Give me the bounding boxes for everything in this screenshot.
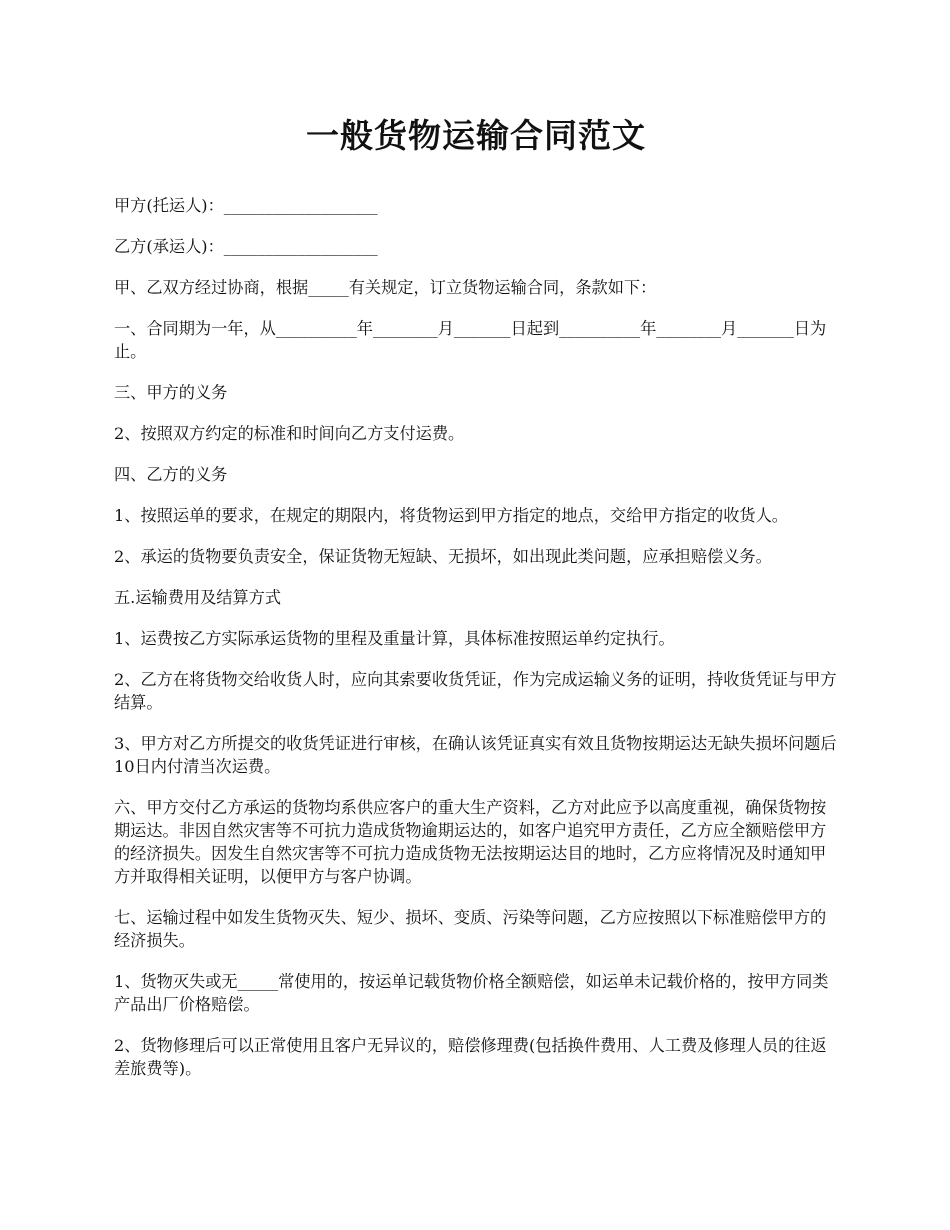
paragraph: 七、运输过程中如发生货物灭失、短少、损坏、变质、污染等问题，乙方应按照以下标准赔偿甲方的经济损失。 [114,908,827,950]
paragraph: 1、运费按乙方实际承运货物的里程及重量计算，具体标准按照运单约定执行。 [114,629,675,648]
paragraph: 甲方(托运人)：___________________ [114,196,378,215]
paragraph: 甲、乙双方经过协商，根据_____有关规定，订立货物运输合同，条款如下： [114,278,657,297]
paragraph: 三、甲方的义务 [114,383,228,402]
paragraph: 六、甲方交付乙方承运的货物均系供应客户的重大生产资料，乙方对此应予以高度重视，确保货物按期运达。非因自然灾害等不可抗力造成货物逾期运达的，如客户追究甲方责任，乙方应全额赔偿甲方的经济损失。因发生自然灾害等不可抗力造成货物无法按期运达目的地时，乙方应将情况及时通知甲方并取得相关证明，以便甲方与客户协调。 [114,798,827,886]
paragraph: 2、乙方在将货物交给收货人时，应向其索要收货凭证，作为完成运输义务的证明，持收货凭证与甲方结算。 [114,670,837,712]
paragraph: 一、合同期为一年，从__________年________月_______日起到__________年________月_______日为止。 [114,319,827,361]
paragraph: 2、承运的货物要负责安全，保证货物无短缺、无损坏，如出现此类问题，应承担赔偿义务。 [114,547,772,566]
document-body [114,194,838,1080]
paragraph: 乙方(承运人)：___________________ [114,237,378,256]
paragraph: 2、按照双方约定的标准和时间向乙方支付运费。 [114,424,465,443]
document-title: 一般货物运输合同范文 [306,116,646,155]
paragraph: 2、货物修理后可以正常使用且客户无异议的，赔偿修理费(包括换件费用、人工费及修理人员的往返差旅费等)。 [114,1036,827,1078]
paragraph: 四、乙方的义务 [114,465,228,484]
paragraph: 1、按照运单的要求，在规定的期限内，将货物运到甲方指定的地点，交给甲方指定的收货人。 [114,506,788,525]
paragraph: 3、甲方对乙方所提交的收货凭证进行审核，在确认该凭证真实有效且货物按期运达无缺失损坏问题后10日内付清当次运费。 [114,734,837,776]
paragraph: 1、货物灭失或无_____常使用的，按运单记载货物价格全额赔偿，如运单未记载价格的，按甲方同类产品出厂价格赔偿。 [114,972,829,1014]
paragraph: 五.运输费用及结算方式 [114,588,282,607]
